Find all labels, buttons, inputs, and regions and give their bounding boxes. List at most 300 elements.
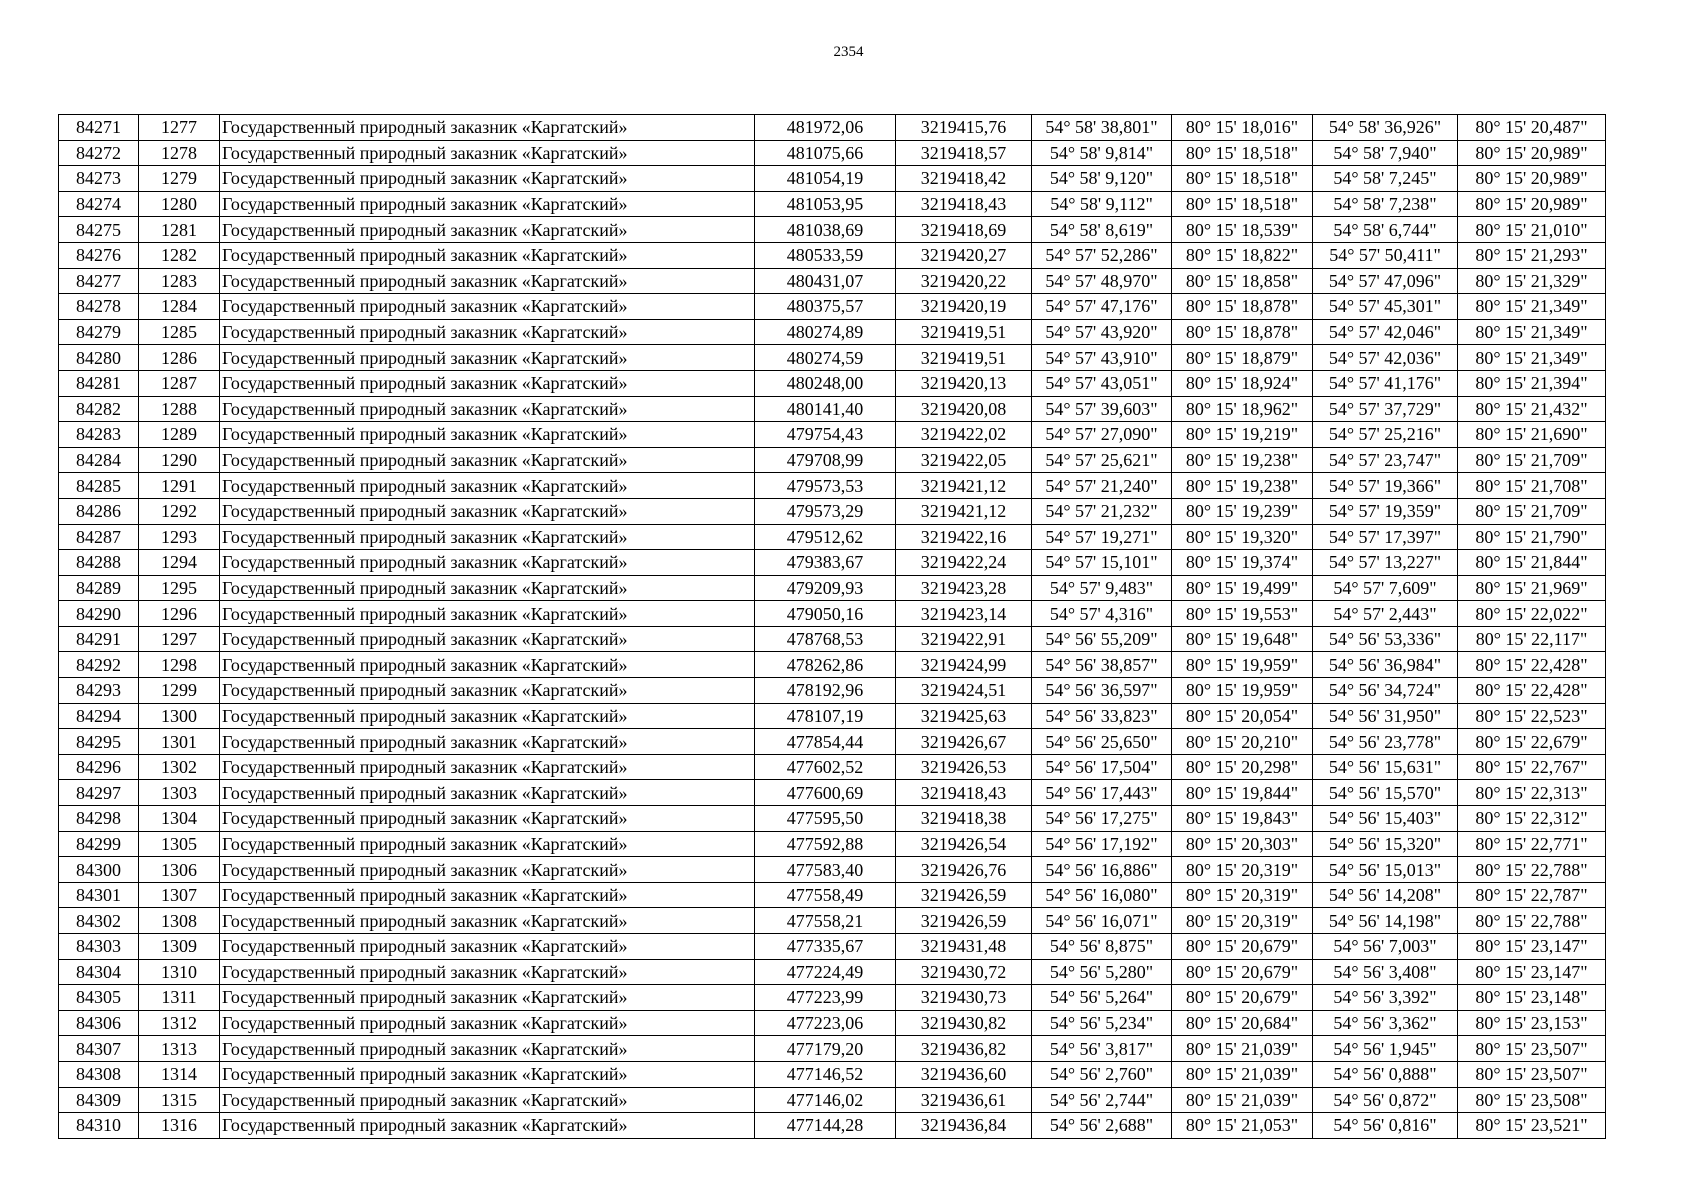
latitude-alt-cell: 54° 56' 0,872" [1313, 1087, 1458, 1113]
longitude-cell: 80° 15' 18,822" [1172, 242, 1313, 268]
object-name-cell: Государственный природный заказник «Каргатский» [220, 729, 755, 755]
y-coordinate-cell: 3219426,59 [896, 882, 1032, 908]
latitude-cell: 54° 56' 5,234" [1032, 1010, 1172, 1036]
longitude-cell: 80° 15' 18,878" [1172, 319, 1313, 345]
table-row [59, 985, 1606, 1011]
point-number-cell: 1293 [139, 524, 220, 550]
latitude-cell: 54° 57' 15,101" [1032, 550, 1172, 576]
y-coordinate-cell: 3219425,63 [896, 703, 1032, 729]
latitude-alt-cell: 54° 56' 15,570" [1313, 780, 1458, 806]
y-coordinate-cell: 3219423,28 [896, 575, 1032, 601]
latitude-alt-cell: 54° 56' 53,336" [1313, 626, 1458, 652]
latitude-cell: 54° 58' 9,120" [1032, 166, 1172, 192]
object-name-cell: Государственный природный заказник «Каргатский» [220, 319, 755, 345]
coordinates-table [58, 114, 1606, 1139]
longitude-alt-cell: 80° 15' 21,709" [1458, 447, 1606, 473]
latitude-cell: 54° 56' 5,280" [1032, 959, 1172, 985]
record-id-cell: 84278 [59, 294, 139, 320]
x-coordinate-cell: 480274,89 [755, 319, 896, 345]
table-row [59, 831, 1606, 857]
longitude-alt-cell: 80° 15' 22,788" [1458, 857, 1606, 883]
latitude-cell: 54° 57' 39,603" [1032, 396, 1172, 422]
longitude-alt-cell: 80° 15' 21,690" [1458, 422, 1606, 448]
y-coordinate-cell: 3219419,51 [896, 319, 1032, 345]
object-name-cell: Государственный природный заказник «Каргатский» [220, 857, 755, 883]
object-name-cell: Государственный природный заказник «Каргатский» [220, 473, 755, 499]
latitude-alt-cell: 54° 56' 3,408" [1313, 959, 1458, 985]
point-number-cell: 1300 [139, 703, 220, 729]
x-coordinate-cell: 477224,49 [755, 959, 896, 985]
latitude-cell: 54° 56' 55,209" [1032, 626, 1172, 652]
table-row [59, 754, 1606, 780]
point-number-cell: 1282 [139, 242, 220, 268]
latitude-alt-cell: 54° 56' 7,003" [1313, 934, 1458, 960]
object-name-cell: Государственный природный заказник «Каргатский» [220, 242, 755, 268]
x-coordinate-cell: 480274,59 [755, 345, 896, 371]
longitude-alt-cell: 80° 15' 23,521" [1458, 1113, 1606, 1139]
table-row [59, 652, 1606, 678]
longitude-alt-cell: 80° 15' 23,507" [1458, 1036, 1606, 1062]
longitude-alt-cell: 80° 15' 22,771" [1458, 831, 1606, 857]
latitude-alt-cell: 54° 56' 15,320" [1313, 831, 1458, 857]
longitude-alt-cell: 80° 15' 22,788" [1458, 908, 1606, 934]
latitude-cell: 54° 58' 9,112" [1032, 191, 1172, 217]
longitude-alt-cell: 80° 15' 21,969" [1458, 575, 1606, 601]
x-coordinate-cell: 477583,40 [755, 857, 896, 883]
record-id-cell: 84301 [59, 882, 139, 908]
latitude-alt-cell: 54° 56' 15,013" [1313, 857, 1458, 883]
point-number-cell: 1279 [139, 166, 220, 192]
point-number-cell: 1302 [139, 754, 220, 780]
longitude-alt-cell: 80° 15' 21,432" [1458, 396, 1606, 422]
table-row [59, 575, 1606, 601]
object-name-cell: Государственный природный заказник «Каргатский» [220, 268, 755, 294]
latitude-cell: 54° 57' 48,970" [1032, 268, 1172, 294]
x-coordinate-cell: 479383,67 [755, 550, 896, 576]
record-id-cell: 84275 [59, 217, 139, 243]
latitude-cell: 54° 57' 47,176" [1032, 294, 1172, 320]
record-id-cell: 84299 [59, 831, 139, 857]
y-coordinate-cell: 3219422,05 [896, 447, 1032, 473]
longitude-cell: 80° 15' 18,879" [1172, 345, 1313, 371]
point-number-cell: 1313 [139, 1036, 220, 1062]
record-id-cell: 84277 [59, 268, 139, 294]
y-coordinate-cell: 3219422,24 [896, 550, 1032, 576]
longitude-cell: 80° 15' 18,016" [1172, 115, 1313, 141]
x-coordinate-cell: 477223,99 [755, 985, 896, 1011]
object-name-cell: Государственный природный заказник «Каргатский» [220, 191, 755, 217]
longitude-cell: 80° 15' 18,858" [1172, 268, 1313, 294]
y-coordinate-cell: 3219424,99 [896, 652, 1032, 678]
point-number-cell: 1281 [139, 217, 220, 243]
record-id-cell: 84272 [59, 140, 139, 166]
x-coordinate-cell: 481053,95 [755, 191, 896, 217]
latitude-alt-cell: 54° 56' 31,950" [1313, 703, 1458, 729]
object-name-cell: Государственный природный заказник «Каргатский» [220, 140, 755, 166]
table-row [59, 294, 1606, 320]
record-id-cell: 84289 [59, 575, 139, 601]
record-id-cell: 84291 [59, 626, 139, 652]
longitude-cell: 80° 15' 18,518" [1172, 191, 1313, 217]
object-name-cell: Государственный природный заказник «Каргатский» [220, 601, 755, 627]
record-id-cell: 84295 [59, 729, 139, 755]
latitude-alt-cell: 54° 57' 41,176" [1313, 370, 1458, 396]
table-row [59, 959, 1606, 985]
point-number-cell: 1308 [139, 908, 220, 934]
record-id-cell: 84296 [59, 754, 139, 780]
longitude-alt-cell: 80° 15' 22,679" [1458, 729, 1606, 755]
longitude-alt-cell: 80° 15' 20,989" [1458, 166, 1606, 192]
y-coordinate-cell: 3219418,57 [896, 140, 1032, 166]
longitude-alt-cell: 80° 15' 21,790" [1458, 524, 1606, 550]
object-name-cell: Государственный природный заказник «Каргатский» [220, 908, 755, 934]
x-coordinate-cell: 477558,49 [755, 882, 896, 908]
longitude-cell: 80° 15' 19,844" [1172, 780, 1313, 806]
latitude-cell: 54° 56' 16,071" [1032, 908, 1172, 934]
record-id-cell: 84274 [59, 191, 139, 217]
object-name-cell: Государственный природный заказник «Каргатский» [220, 1061, 755, 1087]
object-name-cell: Государственный природный заказник «Каргатский» [220, 626, 755, 652]
longitude-alt-cell: 80° 15' 21,708" [1458, 473, 1606, 499]
table-row [59, 882, 1606, 908]
y-coordinate-cell: 3219415,76 [896, 115, 1032, 141]
record-id-cell: 84300 [59, 857, 139, 883]
longitude-cell: 80° 15' 20,210" [1172, 729, 1313, 755]
table-row [59, 678, 1606, 704]
record-id-cell: 84309 [59, 1087, 139, 1113]
longitude-alt-cell: 80° 15' 23,147" [1458, 959, 1606, 985]
latitude-cell: 54° 56' 36,597" [1032, 678, 1172, 704]
longitude-cell: 80° 15' 19,238" [1172, 473, 1313, 499]
page-number: 2354 [833, 44, 864, 60]
longitude-alt-cell: 80° 15' 22,022" [1458, 601, 1606, 627]
y-coordinate-cell: 3219424,51 [896, 678, 1032, 704]
y-coordinate-cell: 3219436,60 [896, 1061, 1032, 1087]
point-number-cell: 1285 [139, 319, 220, 345]
table-row [59, 242, 1606, 268]
y-coordinate-cell: 3219436,84 [896, 1113, 1032, 1139]
y-coordinate-cell: 3219418,43 [896, 191, 1032, 217]
record-id-cell: 84283 [59, 422, 139, 448]
longitude-cell: 80° 15' 20,679" [1172, 959, 1313, 985]
x-coordinate-cell: 477602,52 [755, 754, 896, 780]
longitude-alt-cell: 80° 15' 22,428" [1458, 678, 1606, 704]
y-coordinate-cell: 3219426,53 [896, 754, 1032, 780]
point-number-cell: 1278 [139, 140, 220, 166]
latitude-alt-cell: 54° 57' 42,046" [1313, 319, 1458, 345]
longitude-alt-cell: 80° 15' 23,147" [1458, 934, 1606, 960]
table-row [59, 268, 1606, 294]
table-row [59, 140, 1606, 166]
longitude-cell: 80° 15' 19,219" [1172, 422, 1313, 448]
point-number-cell: 1316 [139, 1113, 220, 1139]
latitude-alt-cell: 54° 57' 23,747" [1313, 447, 1458, 473]
x-coordinate-cell: 477146,52 [755, 1061, 896, 1087]
table-body [59, 115, 1606, 1139]
record-id-cell: 84286 [59, 498, 139, 524]
longitude-cell: 80° 15' 19,499" [1172, 575, 1313, 601]
x-coordinate-cell: 481075,66 [755, 140, 896, 166]
record-id-cell: 84282 [59, 396, 139, 422]
latitude-alt-cell: 54° 56' 15,403" [1313, 806, 1458, 832]
latitude-alt-cell: 54° 57' 2,443" [1313, 601, 1458, 627]
y-coordinate-cell: 3219423,14 [896, 601, 1032, 627]
object-name-cell: Государственный природный заказник «Каргатский» [220, 831, 755, 857]
object-name-cell: Государственный природный заказник «Каргатский» [220, 934, 755, 960]
longitude-alt-cell: 80° 15' 21,329" [1458, 268, 1606, 294]
record-id-cell: 84293 [59, 678, 139, 704]
longitude-cell: 80° 15' 19,374" [1172, 550, 1313, 576]
point-number-cell: 1298 [139, 652, 220, 678]
longitude-cell: 80° 15' 18,924" [1172, 370, 1313, 396]
x-coordinate-cell: 477144,28 [755, 1113, 896, 1139]
y-coordinate-cell: 3219436,82 [896, 1036, 1032, 1062]
object-name-cell: Государственный природный заказник «Каргатский» [220, 985, 755, 1011]
latitude-alt-cell: 54° 57' 17,397" [1313, 524, 1458, 550]
x-coordinate-cell: 480248,00 [755, 370, 896, 396]
latitude-alt-cell: 54° 57' 19,359" [1313, 498, 1458, 524]
x-coordinate-cell: 479512,62 [755, 524, 896, 550]
y-coordinate-cell: 3219418,43 [896, 780, 1032, 806]
x-coordinate-cell: 480375,57 [755, 294, 896, 320]
latitude-cell: 54° 57' 4,316" [1032, 601, 1172, 627]
object-name-cell: Государственный природный заказник «Каргатский» [220, 217, 755, 243]
object-name-cell: Государственный природный заказник «Каргатский» [220, 1036, 755, 1062]
record-id-cell: 84290 [59, 601, 139, 627]
latitude-cell: 54° 56' 8,875" [1032, 934, 1172, 960]
y-coordinate-cell: 3219430,73 [896, 985, 1032, 1011]
y-coordinate-cell: 3219420,19 [896, 294, 1032, 320]
table-row [59, 319, 1606, 345]
y-coordinate-cell: 3219421,12 [896, 498, 1032, 524]
latitude-cell: 54° 56' 16,080" [1032, 882, 1172, 908]
longitude-cell: 80° 15' 19,553" [1172, 601, 1313, 627]
record-id-cell: 84280 [59, 345, 139, 371]
point-number-cell: 1294 [139, 550, 220, 576]
point-number-cell: 1291 [139, 473, 220, 499]
longitude-alt-cell: 80° 15' 22,117" [1458, 626, 1606, 652]
latitude-cell: 54° 57' 27,090" [1032, 422, 1172, 448]
longitude-cell: 80° 15' 20,054" [1172, 703, 1313, 729]
object-name-cell: Государственный природный заказник «Каргатский» [220, 294, 755, 320]
latitude-alt-cell: 54° 56' 34,724" [1313, 678, 1458, 704]
latitude-cell: 54° 57' 9,483" [1032, 575, 1172, 601]
latitude-alt-cell: 54° 58' 36,926" [1313, 115, 1458, 141]
longitude-cell: 80° 15' 20,319" [1172, 882, 1313, 908]
record-id-cell: 84276 [59, 242, 139, 268]
point-number-cell: 1301 [139, 729, 220, 755]
object-name-cell: Государственный природный заказник «Каргатский» [220, 550, 755, 576]
point-number-cell: 1286 [139, 345, 220, 371]
latitude-cell: 54° 57' 21,232" [1032, 498, 1172, 524]
longitude-cell: 80° 15' 21,039" [1172, 1061, 1313, 1087]
x-coordinate-cell: 479754,43 [755, 422, 896, 448]
object-name-cell: Государственный природный заказник «Каргатский» [220, 447, 755, 473]
latitude-cell: 54° 56' 16,886" [1032, 857, 1172, 883]
x-coordinate-cell: 479708,99 [755, 447, 896, 473]
record-id-cell: 84308 [59, 1061, 139, 1087]
table-row [59, 934, 1606, 960]
x-coordinate-cell: 477595,50 [755, 806, 896, 832]
record-id-cell: 84307 [59, 1036, 139, 1062]
longitude-cell: 80° 15' 18,878" [1172, 294, 1313, 320]
table-row [59, 1036, 1606, 1062]
object-name-cell: Государственный природный заказник «Каргатский» [220, 396, 755, 422]
point-number-cell: 1289 [139, 422, 220, 448]
latitude-alt-cell: 54° 57' 13,227" [1313, 550, 1458, 576]
latitude-cell: 54° 56' 5,264" [1032, 985, 1172, 1011]
latitude-alt-cell: 54° 57' 37,729" [1313, 396, 1458, 422]
longitude-cell: 80° 15' 19,843" [1172, 806, 1313, 832]
table-row [59, 908, 1606, 934]
longitude-cell: 80° 15' 21,039" [1172, 1036, 1313, 1062]
object-name-cell: Государственный природный заказник «Каргатский» [220, 524, 755, 550]
object-name-cell: Государственный природный заказник «Каргатский» [220, 780, 755, 806]
object-name-cell: Государственный природный заказник «Каргатский» [220, 882, 755, 908]
table-row [59, 1087, 1606, 1113]
point-number-cell: 1305 [139, 831, 220, 857]
record-id-cell: 84294 [59, 703, 139, 729]
y-coordinate-cell: 3219422,91 [896, 626, 1032, 652]
point-number-cell: 1287 [139, 370, 220, 396]
point-number-cell: 1284 [139, 294, 220, 320]
latitude-cell: 54° 57' 43,920" [1032, 319, 1172, 345]
y-coordinate-cell: 3219418,69 [896, 217, 1032, 243]
latitude-cell: 54° 56' 17,443" [1032, 780, 1172, 806]
table-row [59, 473, 1606, 499]
table-row [59, 1010, 1606, 1036]
latitude-alt-cell: 54° 56' 0,888" [1313, 1061, 1458, 1087]
longitude-alt-cell: 80° 15' 22,312" [1458, 806, 1606, 832]
longitude-cell: 80° 15' 19,959" [1172, 678, 1313, 704]
latitude-alt-cell: 54° 57' 25,216" [1313, 422, 1458, 448]
latitude-alt-cell: 54° 57' 7,609" [1313, 575, 1458, 601]
latitude-alt-cell: 54° 56' 3,392" [1313, 985, 1458, 1011]
point-number-cell: 1288 [139, 396, 220, 422]
table-row [59, 370, 1606, 396]
latitude-alt-cell: 54° 56' 15,631" [1313, 754, 1458, 780]
object-name-cell: Государственный природный заказник «Каргатский» [220, 754, 755, 780]
latitude-alt-cell: 54° 58' 7,940" [1313, 140, 1458, 166]
longitude-cell: 80° 15' 18,518" [1172, 140, 1313, 166]
point-number-cell: 1310 [139, 959, 220, 985]
longitude-alt-cell: 80° 15' 23,148" [1458, 985, 1606, 1011]
latitude-alt-cell: 54° 58' 7,238" [1313, 191, 1458, 217]
x-coordinate-cell: 477592,88 [755, 831, 896, 857]
latitude-alt-cell: 54° 56' 36,984" [1313, 652, 1458, 678]
longitude-cell: 80° 15' 19,320" [1172, 524, 1313, 550]
y-coordinate-cell: 3219420,08 [896, 396, 1032, 422]
point-number-cell: 1295 [139, 575, 220, 601]
y-coordinate-cell: 3219431,48 [896, 934, 1032, 960]
longitude-alt-cell: 80° 15' 20,989" [1458, 191, 1606, 217]
record-id-cell: 84310 [59, 1113, 139, 1139]
table-row [59, 1061, 1606, 1087]
object-name-cell: Государственный природный заказник «Каргатский» [220, 422, 755, 448]
latitude-cell: 54° 57' 21,240" [1032, 473, 1172, 499]
object-name-cell: Государственный природный заказник «Каргатский» [220, 652, 755, 678]
object-name-cell: Государственный природный заказник «Каргатский» [220, 1010, 755, 1036]
latitude-alt-cell: 54° 57' 19,366" [1313, 473, 1458, 499]
longitude-alt-cell: 80° 15' 22,767" [1458, 754, 1606, 780]
table-row [59, 422, 1606, 448]
record-id-cell: 84284 [59, 447, 139, 473]
latitude-cell: 54° 56' 2,760" [1032, 1061, 1172, 1087]
y-coordinate-cell: 3219430,82 [896, 1010, 1032, 1036]
point-number-cell: 1299 [139, 678, 220, 704]
longitude-cell: 80° 15' 19,238" [1172, 447, 1313, 473]
object-name-cell: Государственный природный заказник «Каргатский» [220, 575, 755, 601]
latitude-cell: 54° 58' 38,801" [1032, 115, 1172, 141]
longitude-alt-cell: 80° 15' 21,349" [1458, 319, 1606, 345]
y-coordinate-cell: 3219422,16 [896, 524, 1032, 550]
table-row [59, 601, 1606, 627]
longitude-cell: 80° 15' 21,053" [1172, 1113, 1313, 1139]
point-number-cell: 1315 [139, 1087, 220, 1113]
x-coordinate-cell: 478262,86 [755, 652, 896, 678]
record-id-cell: 84306 [59, 1010, 139, 1036]
point-number-cell: 1314 [139, 1061, 220, 1087]
table-row [59, 780, 1606, 806]
x-coordinate-cell: 481972,06 [755, 115, 896, 141]
longitude-cell: 80° 15' 20,303" [1172, 831, 1313, 857]
record-id-cell: 84302 [59, 908, 139, 934]
x-coordinate-cell: 478192,96 [755, 678, 896, 704]
latitude-cell: 54° 57' 52,286" [1032, 242, 1172, 268]
record-id-cell: 84303 [59, 934, 139, 960]
y-coordinate-cell: 3219421,12 [896, 473, 1032, 499]
latitude-cell: 54° 56' 17,504" [1032, 754, 1172, 780]
y-coordinate-cell: 3219426,67 [896, 729, 1032, 755]
y-coordinate-cell: 3219426,54 [896, 831, 1032, 857]
latitude-alt-cell: 54° 57' 45,301" [1313, 294, 1458, 320]
longitude-cell: 80° 15' 19,239" [1172, 498, 1313, 524]
point-number-cell: 1309 [139, 934, 220, 960]
x-coordinate-cell: 477179,20 [755, 1036, 896, 1062]
latitude-cell: 54° 56' 25,650" [1032, 729, 1172, 755]
longitude-cell: 80° 15' 19,648" [1172, 626, 1313, 652]
record-id-cell: 84288 [59, 550, 139, 576]
longitude-cell: 80° 15' 19,959" [1172, 652, 1313, 678]
y-coordinate-cell: 3219420,27 [896, 242, 1032, 268]
x-coordinate-cell: 478768,53 [755, 626, 896, 652]
object-name-cell: Государственный природный заказник «Каргатский» [220, 345, 755, 371]
record-id-cell: 84279 [59, 319, 139, 345]
object-name-cell: Государственный природный заказник «Каргатский» [220, 959, 755, 985]
table-row [59, 524, 1606, 550]
table-row [59, 626, 1606, 652]
latitude-cell: 54° 56' 33,823" [1032, 703, 1172, 729]
object-name-cell: Государственный природный заказник «Каргатский» [220, 806, 755, 832]
x-coordinate-cell: 477600,69 [755, 780, 896, 806]
point-number-cell: 1296 [139, 601, 220, 627]
table-row [59, 115, 1606, 141]
y-coordinate-cell: 3219420,22 [896, 268, 1032, 294]
x-coordinate-cell: 477558,21 [755, 908, 896, 934]
longitude-alt-cell: 80° 15' 23,508" [1458, 1087, 1606, 1113]
longitude-alt-cell: 80° 15' 20,487" [1458, 115, 1606, 141]
longitude-cell: 80° 15' 20,319" [1172, 908, 1313, 934]
longitude-alt-cell: 80° 15' 22,787" [1458, 882, 1606, 908]
object-name-cell: Государственный природный заказник «Каргатский» [220, 1087, 755, 1113]
longitude-cell: 80° 15' 20,319" [1172, 857, 1313, 883]
table-row [59, 447, 1606, 473]
latitude-cell: 54° 56' 17,192" [1032, 831, 1172, 857]
object-name-cell: Государственный природный заказник «Каргатский» [220, 498, 755, 524]
latitude-alt-cell: 54° 56' 23,778" [1313, 729, 1458, 755]
x-coordinate-cell: 479050,16 [755, 601, 896, 627]
latitude-alt-cell: 54° 57' 50,411" [1313, 242, 1458, 268]
